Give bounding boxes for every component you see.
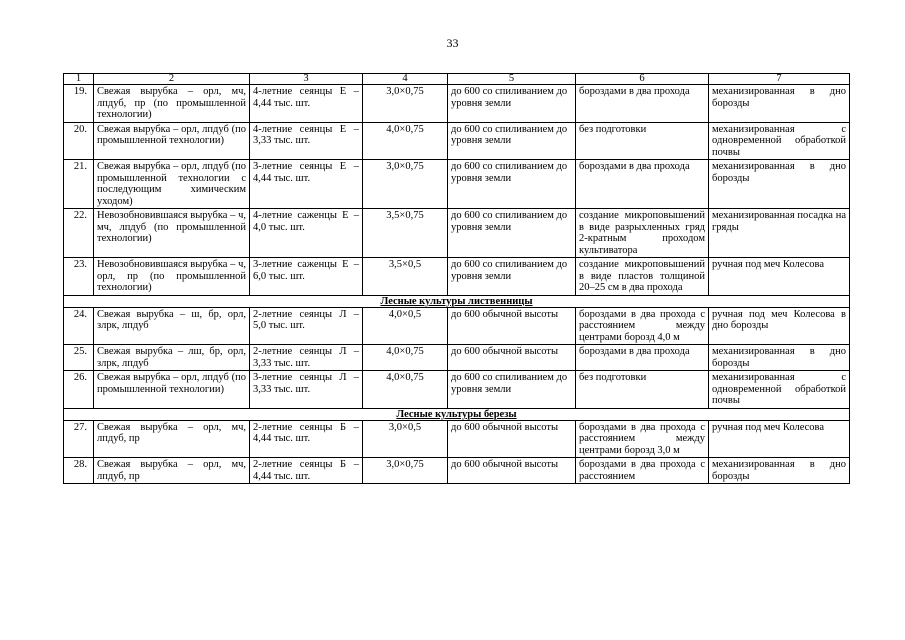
table-cell: 4-летние саженцы Е – 4,0 тыс. шт. xyxy=(250,209,363,258)
table-cell: 3-летние саженцы Е – 6,0 тыс. шт. xyxy=(250,258,363,296)
section-title: Лесные культуры лиственницы xyxy=(64,295,850,307)
table-row xyxy=(64,160,850,209)
table-row xyxy=(64,85,850,123)
table-cell: 22. xyxy=(64,209,94,258)
section-title: Лесные культуры березы xyxy=(64,408,850,420)
forest-culture-table xyxy=(63,73,850,484)
table-cell: Свежая вырубка – лш, бр, орл, злрк, лпдуб xyxy=(94,345,250,371)
table-cell: 20. xyxy=(64,122,94,160)
table-cell: 3,0×0,75 xyxy=(363,85,448,123)
section-heading-row xyxy=(64,408,850,420)
table-cell: без подготовки xyxy=(576,371,709,409)
table-cell: до 600 со спиливанием до уровня земли xyxy=(448,85,576,123)
table-cell: механизированная с одновременной обработкой почвы xyxy=(709,371,850,409)
table-cell: бороздами в два прохода с расстоянием xyxy=(576,458,709,484)
table-row xyxy=(64,371,850,409)
table-cell: до 600 со спиливанием до уровня земли xyxy=(448,209,576,258)
table-cell: до 600 со спиливанием до уровня земли xyxy=(448,258,576,296)
table-row xyxy=(64,209,850,258)
column-header: 6 xyxy=(576,74,709,85)
table-cell: создание микроповышений в виде пластов толщиной 20–25 см в два прохода xyxy=(576,258,709,296)
table-cell: Свежая вырубка – орл, мч, лпдуб, пр (по промышленной технологии) xyxy=(94,85,250,123)
table-cell: до 600 со спиливанием до уровня земли xyxy=(448,122,576,160)
table-cell: 3-летние сеянцы Е – 4,44 тыс. шт. xyxy=(250,160,363,209)
column-header: 3 xyxy=(250,74,363,85)
table-cell: 3,5×0,75 xyxy=(363,209,448,258)
table-row xyxy=(64,122,850,160)
table-cell: Свежая вырубка – ш, бр, орл, злрк, лпдуб xyxy=(94,307,250,345)
table-cell: 4-летние сеянцы Е – 3,33 тыс. шт. xyxy=(250,122,363,160)
table-cell: до 600 обычной высоты xyxy=(448,458,576,484)
table-cell: Невозобновившаяся вырубка – ч, мч, лпдуб (по промышленной технологии) xyxy=(94,209,250,258)
table-cell: 4,0×0,5 xyxy=(363,307,448,345)
table-cell: механизированная в дно борозды xyxy=(709,345,850,371)
table-cell: механизированная с одновременной обработкой почвы xyxy=(709,122,850,160)
table-cell: ручная под меч Колесова xyxy=(709,420,850,458)
header-row xyxy=(64,74,850,85)
table-cell: 2-летние сеянцы Л – 5,0 тыс. шт. xyxy=(250,307,363,345)
table-cell: без подготовки xyxy=(576,122,709,160)
table-cell: механизированная в дно борозды xyxy=(709,458,850,484)
table-cell: 4,0×0,75 xyxy=(363,122,448,160)
table-cell: 28. xyxy=(64,458,94,484)
table-cell: Свежая вырубка – орл, лпдуб (по промышленной технологии) xyxy=(94,122,250,160)
table-cell: Свежая вырубка – орл, лпдуб (по промышленной технологии с последующим химическим уходом) xyxy=(94,160,250,209)
table-cell: 23. xyxy=(64,258,94,296)
table-cell: 25. xyxy=(64,345,94,371)
table-cell: до 600 обычной высоты xyxy=(448,345,576,371)
table-cell: 3,0×0,5 xyxy=(363,420,448,458)
column-header: 4 xyxy=(363,74,448,85)
table-row xyxy=(64,458,850,484)
table-cell: Свежая вырубка – орл, мч, лпдуб, пр xyxy=(94,420,250,458)
page-number: 33 xyxy=(446,36,459,50)
table-cell: 3,0×0,75 xyxy=(363,458,448,484)
column-header: 2 xyxy=(94,74,250,85)
table-cell: бороздами в два прохода xyxy=(576,160,709,209)
table-row xyxy=(64,420,850,458)
column-header: 7 xyxy=(709,74,850,85)
table-row xyxy=(64,258,850,296)
table-cell: 21. xyxy=(64,160,94,209)
table-cell: 3,0×0,75 xyxy=(363,160,448,209)
table-cell: до 600 со спиливанием до уровня земли xyxy=(448,371,576,409)
table-cell: ручная под меч Колесова xyxy=(709,258,850,296)
table-cell: 3,5×0,5 xyxy=(363,258,448,296)
table-cell: 3-летние сеянцы Л – 3,33 тыс. шт. xyxy=(250,371,363,409)
table-cell: до 600 обычной высоты xyxy=(448,307,576,345)
table-cell: ручная под меч Колесова в дно борозды xyxy=(709,307,850,345)
table-cell: 2-летние сеянцы Б – 4,44 тыс. шт. xyxy=(250,420,363,458)
table-cell: 19. xyxy=(64,85,94,123)
table-cell: 4,0×0,75 xyxy=(363,371,448,409)
table-cell: 4-летние сеянцы Е – 4,44 тыс. шт. xyxy=(250,85,363,123)
table-cell: 24. xyxy=(64,307,94,345)
table-cell: 2-летние сеянцы Л – 3,33 тыс. шт. xyxy=(250,345,363,371)
table-cell: создание микроповышений в виде разрыхленных гряд 2-кратным проходом культиватора xyxy=(576,209,709,258)
table-cell: бороздами в два прохода с расстоянием между центрами борозд 4,0 м xyxy=(576,307,709,345)
table-cell: 2-летние сеянцы Б – 4,44 тыс. шт. xyxy=(250,458,363,484)
table-cell: механизированная в дно борозды xyxy=(709,85,850,123)
table-cell: бороздами в два прохода с расстоянием между центрами борозд 3,0 м xyxy=(576,420,709,458)
table-cell: 26. xyxy=(64,371,94,409)
table-cell: механизированная посадка на гряды xyxy=(709,209,850,258)
section-heading-row xyxy=(64,295,850,307)
column-header: 1 xyxy=(64,74,94,85)
table-cell: Свежая вырубка – орл, лпдуб (по промышленной технологии) xyxy=(94,371,250,409)
table-cell: 27. xyxy=(64,420,94,458)
table-row xyxy=(64,345,850,371)
table-cell: Невозобновившаяся вырубка – ч, орл, пр (по промышленной технологии) xyxy=(94,258,250,296)
table-row xyxy=(64,307,850,345)
column-header: 5 xyxy=(448,74,576,85)
table-cell: механизированная в дно борозды xyxy=(709,160,850,209)
table-cell: до 600 обычной высоты xyxy=(448,420,576,458)
table-cell: бороздами в два прохода xyxy=(576,85,709,123)
table-cell: до 600 со спиливанием до уровня земли xyxy=(448,160,576,209)
table-cell: Свежая вырубка – орл, мч, лпдуб, пр xyxy=(94,458,250,484)
table-cell: 4,0×0,75 xyxy=(363,345,448,371)
table-cell: бороздами в два прохода xyxy=(576,345,709,371)
